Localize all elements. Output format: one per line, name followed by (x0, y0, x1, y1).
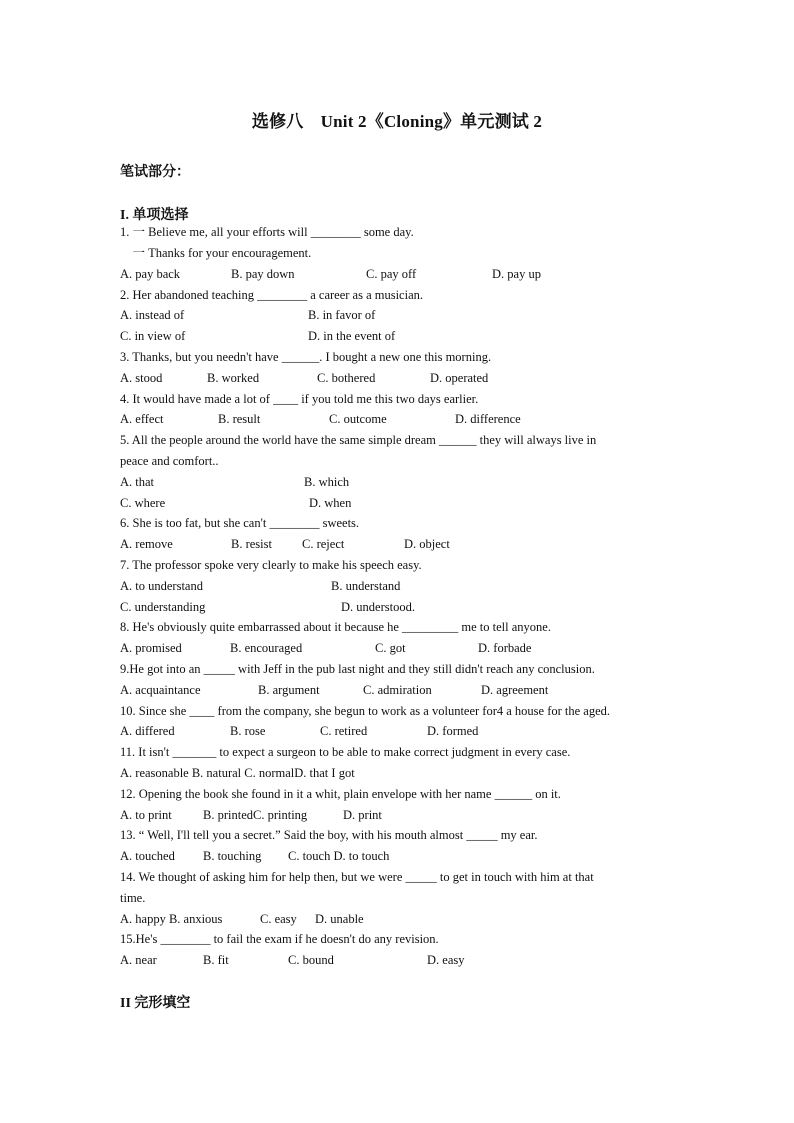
option: A. remove (120, 537, 173, 551)
question-stem: 13. “ Well, I'll tell you a secret.” Said the boy, with his mouth almost _____ my ear. (120, 828, 538, 842)
option: D. difference (455, 412, 521, 426)
option: C. pay off (366, 267, 417, 281)
section-written-heading: 笔试部分： (120, 165, 190, 180)
question-stem: 3. Thanks, but you needn't have ______. I bought a new one this morning. (120, 350, 492, 364)
question-stem: 15.He's ________ to fail the exam if he doesn't do any revision. (120, 932, 439, 946)
option: B. touching (203, 849, 262, 863)
page-title: 选修八 Unit 2《Cloning》单元测试 2 (251, 112, 543, 131)
option: B. pay down (231, 267, 295, 281)
section-2-heading: II 完形填空 (120, 996, 191, 1011)
option: D. object (404, 537, 450, 551)
option: A. pay back (120, 267, 181, 281)
question-stem: 9.He got into an _____ with Jeff in the pub last night and they still didn't reach any conclusion. (120, 662, 595, 676)
option: A. to understand (120, 579, 203, 593)
option: B. worked (207, 371, 260, 385)
option: A. reasonable B. natural C. normalD. that I got (120, 766, 355, 780)
option: B. result (218, 412, 261, 426)
option: B. fit (203, 953, 229, 967)
option: A. differed (120, 724, 175, 738)
option: C. outcome (329, 412, 387, 426)
question-stem: 7. The professor spoke very clearly to make his speech easy. (120, 558, 422, 572)
question-stem: 4. It would have made a lot of ____ if you told me this two days earlier. (120, 392, 479, 406)
option: D. when (309, 496, 352, 510)
question-stem: peace and comfort.. (120, 454, 219, 468)
option: D. understood. (341, 600, 415, 614)
option: C. bound (288, 953, 334, 967)
option: D. formed (427, 724, 479, 738)
option: C. retired (320, 724, 368, 738)
option: A. instead of (120, 308, 185, 322)
option: D. operated (430, 371, 489, 385)
option: C. got (375, 641, 406, 655)
option: A. that (120, 475, 155, 489)
option: D. unable (315, 912, 364, 926)
option: D. agreement (481, 683, 549, 697)
option: B. argument (258, 683, 320, 697)
option: D. forbade (478, 641, 532, 655)
option: C. reject (302, 537, 345, 551)
option: D. print (343, 808, 382, 822)
option: A. stood (120, 371, 163, 385)
option: B. encouraged (230, 641, 303, 655)
option: B. understand (331, 579, 401, 593)
option: C. in view of (120, 329, 186, 343)
option: A. effect (120, 412, 164, 426)
option: A. touched (120, 849, 175, 863)
option: D. in the event of (308, 329, 396, 343)
section-1-heading: I. 单项选择 (120, 208, 189, 223)
option: C. where (120, 496, 166, 510)
option: C. easy (260, 912, 297, 926)
option: A. happy B. anxious (120, 912, 223, 926)
option: B. which (304, 475, 350, 489)
question-stem: 12. Opening the book she found in it a whit, plain envelope with her name ______ on it. (120, 787, 561, 801)
question-stem: 8. He's obviously quite embarrassed about it because he _________ me to tell anyone. (120, 620, 551, 634)
question-stem: 5. All the people around the world have the same simple dream ______ they will always live in (120, 433, 597, 447)
option: A. to print (120, 808, 172, 822)
option: C. admiration (363, 683, 432, 697)
option: B. printedC. printing (203, 808, 308, 822)
option: C. bothered (317, 371, 376, 385)
option: D. easy (427, 953, 465, 967)
question-stem: 10. Since she ____ from the company, she begun to work as a volunteer for4 a house for the aged. (120, 704, 611, 718)
option: C. understanding (120, 600, 206, 614)
option: A. acquaintance (120, 683, 201, 697)
option: B. resist (231, 537, 272, 551)
question-stem: 14. We thought of asking him for help then, but we were _____ to get in touch with him at that (120, 870, 594, 884)
option: B. rose (230, 724, 266, 738)
option: C. touch D. to touch (288, 849, 390, 863)
question-stem: 2. Her abandoned teaching ________ a career as a musician. (120, 288, 424, 302)
question-stem: 一 Thanks for your encouragement. (120, 246, 312, 260)
option: A. promised (120, 641, 182, 655)
option: A. near (120, 953, 157, 967)
question-stem: 1. 一 Believe me, all your efforts will ________ some day. (120, 225, 414, 239)
question-stem: 11. It isn't _______ to expect a surgeon to be able to make correct judgment in every case. (120, 745, 571, 759)
option: D. pay up (492, 267, 541, 281)
question-stem: 6. She is too fat, but she can't ________ sweets. (120, 516, 360, 530)
option: B. in favor of (308, 308, 376, 322)
question-stem: time. (120, 891, 146, 905)
